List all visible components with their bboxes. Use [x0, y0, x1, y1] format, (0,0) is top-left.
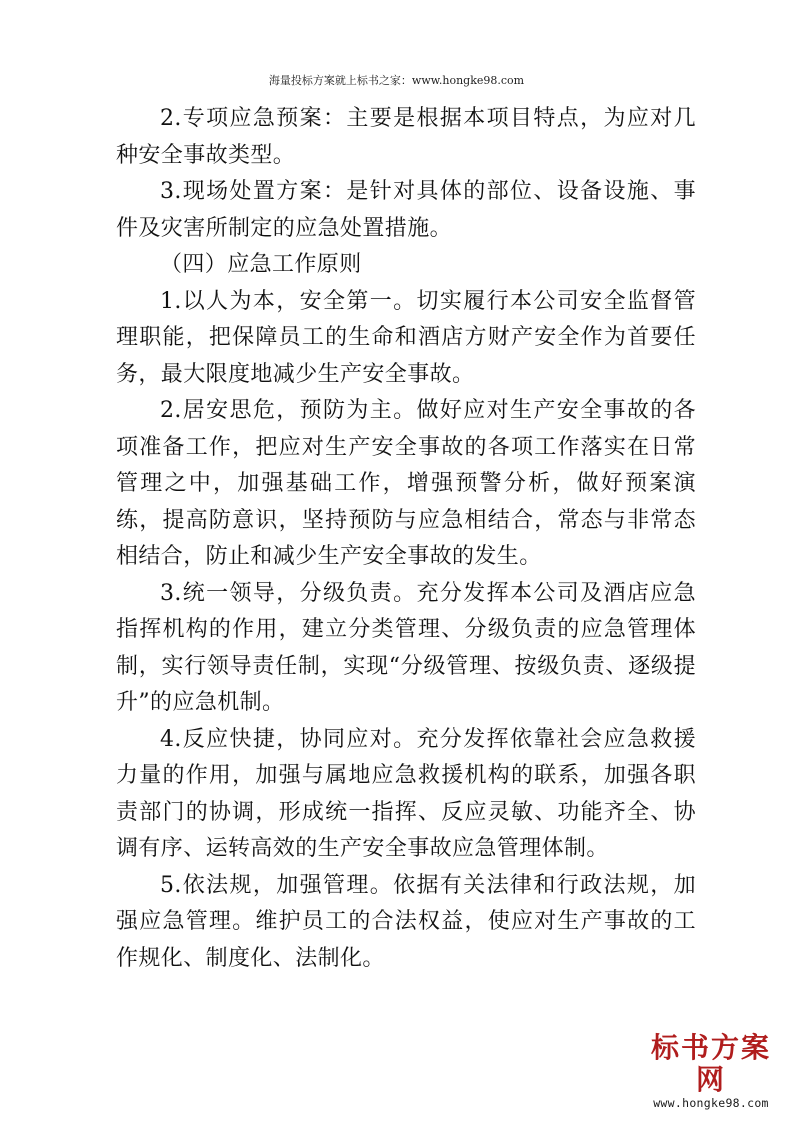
site-watermark	[641, 1032, 781, 1110]
watermark-title: 标书方案网	[650, 1031, 771, 1096]
document-body	[116, 101, 696, 977]
section-heading: （四）应急工作原则	[160, 252, 362, 277]
paragraph-principle-3: 3.统一领导，分级负责。充分发挥本公司及酒店应急指挥机构的作用，建立分类管理、分级负责的应急管理体制，实行领导责任制，实现“分级管理、按级负责、逐级提升”的应急机制。	[116, 580, 696, 715]
paragraph-onsite-plan: 3.现场处置方案：是针对具体的部位、设备设施、事件及灾害所制定的应急处置措施。	[116, 179, 696, 241]
paragraph-principle-1: 1.以人为本，安全第一。切实履行本公司安全监督管理职能，把保障员工的生命和酒店方财产安全作为首要任务，最大限度地减少生产安全事故。	[116, 288, 696, 387]
paragraph-principle-2: 2.居安思危，预防为主。做好应对生产安全事故的各项准备工作，把应对生产安全事故的各项工作落实在日常管理之中，加强基础工作，增强预警分析，做好预案演练，提高防意识，坚持预防与应急相结合，常态与非常态相结合，防止和减少生产安全事故的发生。	[116, 398, 696, 569]
watermark-url: www.hongke98.com	[653, 1096, 769, 1110]
page-header: 海量投标方案就上标书之家：www.hongke98.com	[268, 74, 525, 87]
paragraph-principle-4: 4.反应快捷，协同应对。充分发挥依靠社会应急救援力量的作用，加强与属地应急救援机构的联系，加强各职责部门的协调，形成统一指挥、反应灵敏、功能齐全、协调有序、运转高效的生产安全事故应急管理体制。	[116, 726, 696, 861]
paragraph-principle-5: 5.依法规，加强管理。依据有关法律和行政法规，加强应急管理。维护员工的合法权益，使应对生产事故的工作规化、制度化、法制化。	[116, 872, 696, 971]
paragraph-special-plan: 2.专项应急预案：主要是根据本项目特点，为应对几种安全事故类型。	[116, 106, 696, 168]
